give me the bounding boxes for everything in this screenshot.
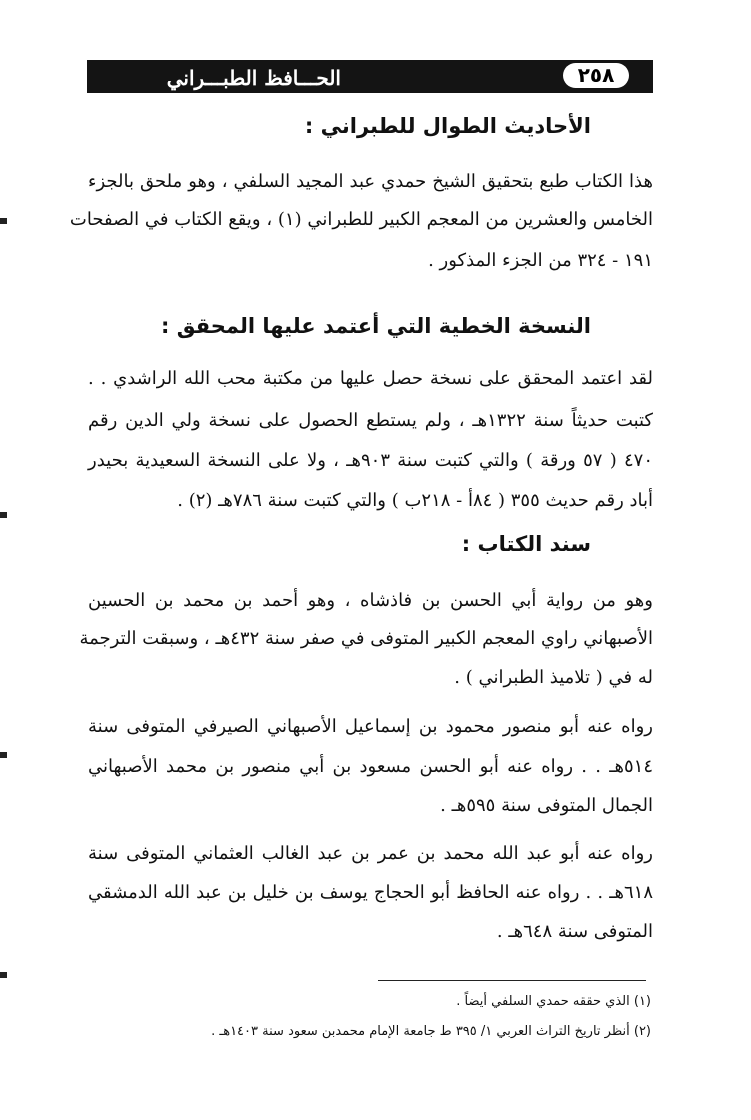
scan-edge-mark xyxy=(0,752,7,758)
text-line: المتوفى سنة ٦٤٨هـ . xyxy=(496,921,653,942)
text-line: وهو من رواية أبي الحسن بن فاذشاه ، وهو أحمد بن محمد بن الحسين xyxy=(88,590,653,611)
text-line: أباد رقم حديث ٣٥٥ ( ٨٤أ - ٢١٨ب ) والتي كتبت سنة ٧٨٦هـ (٢) . xyxy=(177,490,653,511)
text-line: هذا الكتاب طبع بتحقيق الشيخ حمدي عبد المجيد السلفي ، وهو ملحق بالجزء xyxy=(88,171,653,192)
text-line: الأصبهاني راوي المعجم الكبير المتوفى في صفر سنة ٤٣٢هـ ، وسبقت الترجمة xyxy=(79,628,653,649)
running-header xyxy=(87,60,653,93)
text-line: رواه عنه أبو منصور محمود بن إسماعيل الأصبهاني الصيرفي المتوفى سنة xyxy=(88,716,653,737)
text-line: ٦١٨هـ . . رواه عنه الحافظ أبو الحجاج يوسف بن خليل بن عبد الله الدمشقي xyxy=(88,882,653,903)
text-line: كتبت حديثاً سنة ١٣٢٢هـ ، ولم يستطع الحصول على نسخة ولي الدين رقم xyxy=(88,410,654,431)
text-line: لقد اعتمد المحقق على نسخة حصل عليها من مكتبة محب الله الراشدي . . xyxy=(88,368,653,389)
text-line: ١٩١ - ٣٢٤ من الجزء المذكور . xyxy=(428,250,653,271)
page-number: ٢٥٨ xyxy=(563,63,629,88)
text-line: الجمال المتوفى سنة ٥٩٥هـ . xyxy=(440,795,653,816)
text-line: له في ( تلاميذ الطبراني ) . xyxy=(454,667,653,688)
text-line: ٤٧٠ ( ٥٧ ورقة ) والتي كتبت سنة ٩٠٣هـ ، ولا على النسخة السعيدية بحيدر xyxy=(88,450,654,471)
scan-edge-mark xyxy=(0,512,7,518)
text-line: الخامس والعشرين من المعجم الكبير للطبراني (١) ، ويقع الكتاب في الصفحات xyxy=(69,209,653,230)
scan-edge-mark xyxy=(0,972,7,978)
section-heading: النسخة الخطية التي أعتمد عليها المحقق : xyxy=(161,314,591,338)
header-title: الحـــافظ الطبـــراني xyxy=(166,66,341,90)
text-line: رواه عنه أبو عبد الله محمد بن عمر بن عبد الغالب العثماني المتوفى سنة xyxy=(88,843,653,864)
text-line: ٥١٤هـ . . رواه عنه أبو الحسن مسعود بن أبي منصور بن محمد الأصبهاني xyxy=(88,756,653,777)
scan-edge-mark xyxy=(0,218,7,224)
section-heading: سند الكتاب : xyxy=(461,532,591,556)
footnote: (١) الذي حققه حمدي السلفي أيضاً . xyxy=(456,994,651,1009)
footnote-separator xyxy=(378,980,646,981)
section-heading: الأحاديث الطوال للطبراني : xyxy=(304,114,591,138)
footnote: (٢) أنظر تاريخ التراث العربي ١/ ٣٩٥ ط جامعة الإمام محمدبن سعود سنة ١٤٠٣هـ . xyxy=(211,1024,651,1039)
